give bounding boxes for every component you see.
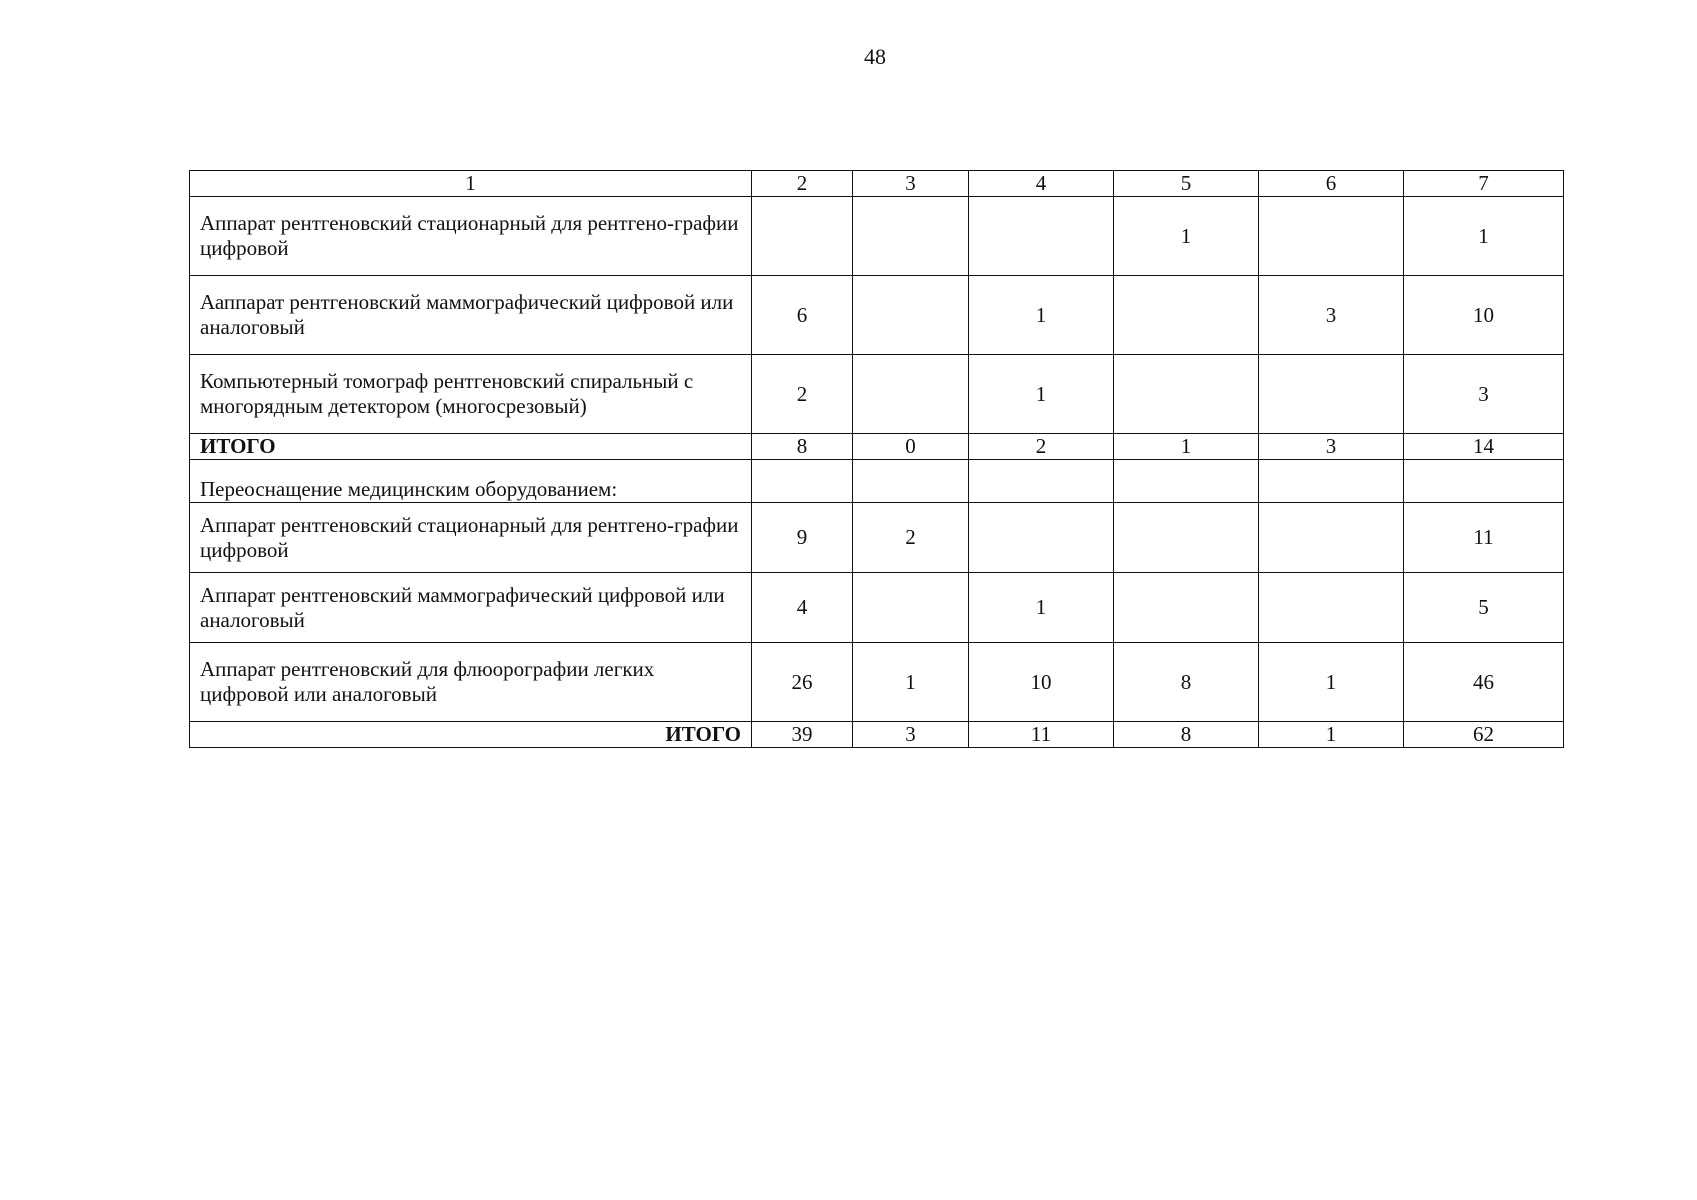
table-row — [190, 503, 1564, 573]
total-cell: 1 — [1259, 722, 1404, 748]
total-row — [190, 434, 1564, 460]
total-cell: 14 — [1404, 434, 1564, 460]
table-cell: 26 — [752, 643, 853, 722]
table-cell — [752, 460, 853, 503]
table-cell: 6 — [752, 276, 853, 355]
table-cell: 1 — [1404, 197, 1564, 276]
column-header: 6 — [1259, 171, 1404, 197]
total-row — [190, 722, 1564, 748]
table-header-row — [190, 171, 1564, 197]
table-cell: 10 — [969, 643, 1114, 722]
total-cell: 62 — [1404, 722, 1564, 748]
table-row — [190, 355, 1564, 434]
total-cell: 2 — [969, 434, 1114, 460]
table-cell — [1114, 460, 1259, 503]
total-cell: 3 — [1259, 434, 1404, 460]
table-cell — [969, 460, 1114, 503]
table-row — [190, 643, 1564, 722]
total-cell: 8 — [1114, 722, 1259, 748]
table-cell — [853, 355, 969, 434]
equipment-name: Аппарат рентгеновский для флюорографии легких цифровой или аналоговый — [190, 643, 752, 722]
equipment-table — [189, 170, 1564, 748]
column-header: 1 — [190, 171, 752, 197]
section-label: Переоснащение медицинским оборудованием: — [190, 460, 752, 503]
table-cell: 1 — [1114, 197, 1259, 276]
table-cell — [1259, 355, 1404, 434]
table-cell: 46 — [1404, 643, 1564, 722]
table-row — [190, 573, 1564, 643]
table-cell — [853, 573, 969, 643]
table-cell — [853, 460, 969, 503]
table-cell — [1259, 573, 1404, 643]
page-number: 48 — [864, 44, 886, 69]
table-cell — [1114, 503, 1259, 573]
total-cell: 11 — [969, 722, 1114, 748]
equipment-name: Ааппарат рентгеновский маммографический цифровой или аналоговый — [190, 276, 752, 355]
equipment-name: Компьютерный томограф рентгеновский спиральный с многорядным детектором (многосрезовый) — [190, 355, 752, 434]
table-cell — [853, 276, 969, 355]
table-row — [190, 197, 1564, 276]
table-cell: 2 — [853, 503, 969, 573]
column-header: 7 — [1404, 171, 1564, 197]
total-cell: 39 — [752, 722, 853, 748]
table-cell — [1259, 460, 1404, 503]
total-cell: 0 — [853, 434, 969, 460]
table-cell — [969, 197, 1114, 276]
column-header: 2 — [752, 171, 853, 197]
section-row — [190, 460, 1564, 503]
table-cell — [853, 197, 969, 276]
table-cell — [752, 197, 853, 276]
table-row — [190, 276, 1564, 355]
column-header: 3 — [853, 171, 969, 197]
table-cell: 1 — [1259, 643, 1404, 722]
table-cell — [1114, 276, 1259, 355]
total-label: ИТОГО — [190, 434, 752, 460]
table-cell: 4 — [752, 573, 853, 643]
table-cell — [969, 503, 1114, 573]
total-cell: 3 — [853, 722, 969, 748]
table-cell: 1 — [969, 276, 1114, 355]
table-cell: 1 — [969, 355, 1114, 434]
equipment-name: Аппарат рентгеновский стационарный для рентгено-графии цифровой — [190, 503, 752, 573]
table-cell: 1 — [969, 573, 1114, 643]
column-header: 5 — [1114, 171, 1259, 197]
table-cell: 1 — [853, 643, 969, 722]
total-cell: 1 — [1114, 434, 1259, 460]
table-cell: 8 — [1114, 643, 1259, 722]
table-cell: 10 — [1404, 276, 1564, 355]
table-cell: 3 — [1404, 355, 1564, 434]
table-cell — [1114, 573, 1259, 643]
table-cell — [1404, 460, 1564, 503]
total-label: ИТОГО — [190, 722, 752, 748]
table-cell: 9 — [752, 503, 853, 573]
total-cell: 8 — [752, 434, 853, 460]
equipment-name: Аппарат рентгеновский маммографический цифровой или аналоговый — [190, 573, 752, 643]
table-cell — [1114, 355, 1259, 434]
column-header: 4 — [969, 171, 1114, 197]
table-cell: 2 — [752, 355, 853, 434]
table-cell: 5 — [1404, 573, 1564, 643]
table-cell — [1259, 197, 1404, 276]
equipment-name: Аппарат рентгеновский стационарный для рентгено-графии цифровой — [190, 197, 752, 276]
table-cell — [1259, 503, 1404, 573]
table-cell: 11 — [1404, 503, 1564, 573]
table-cell: 3 — [1259, 276, 1404, 355]
